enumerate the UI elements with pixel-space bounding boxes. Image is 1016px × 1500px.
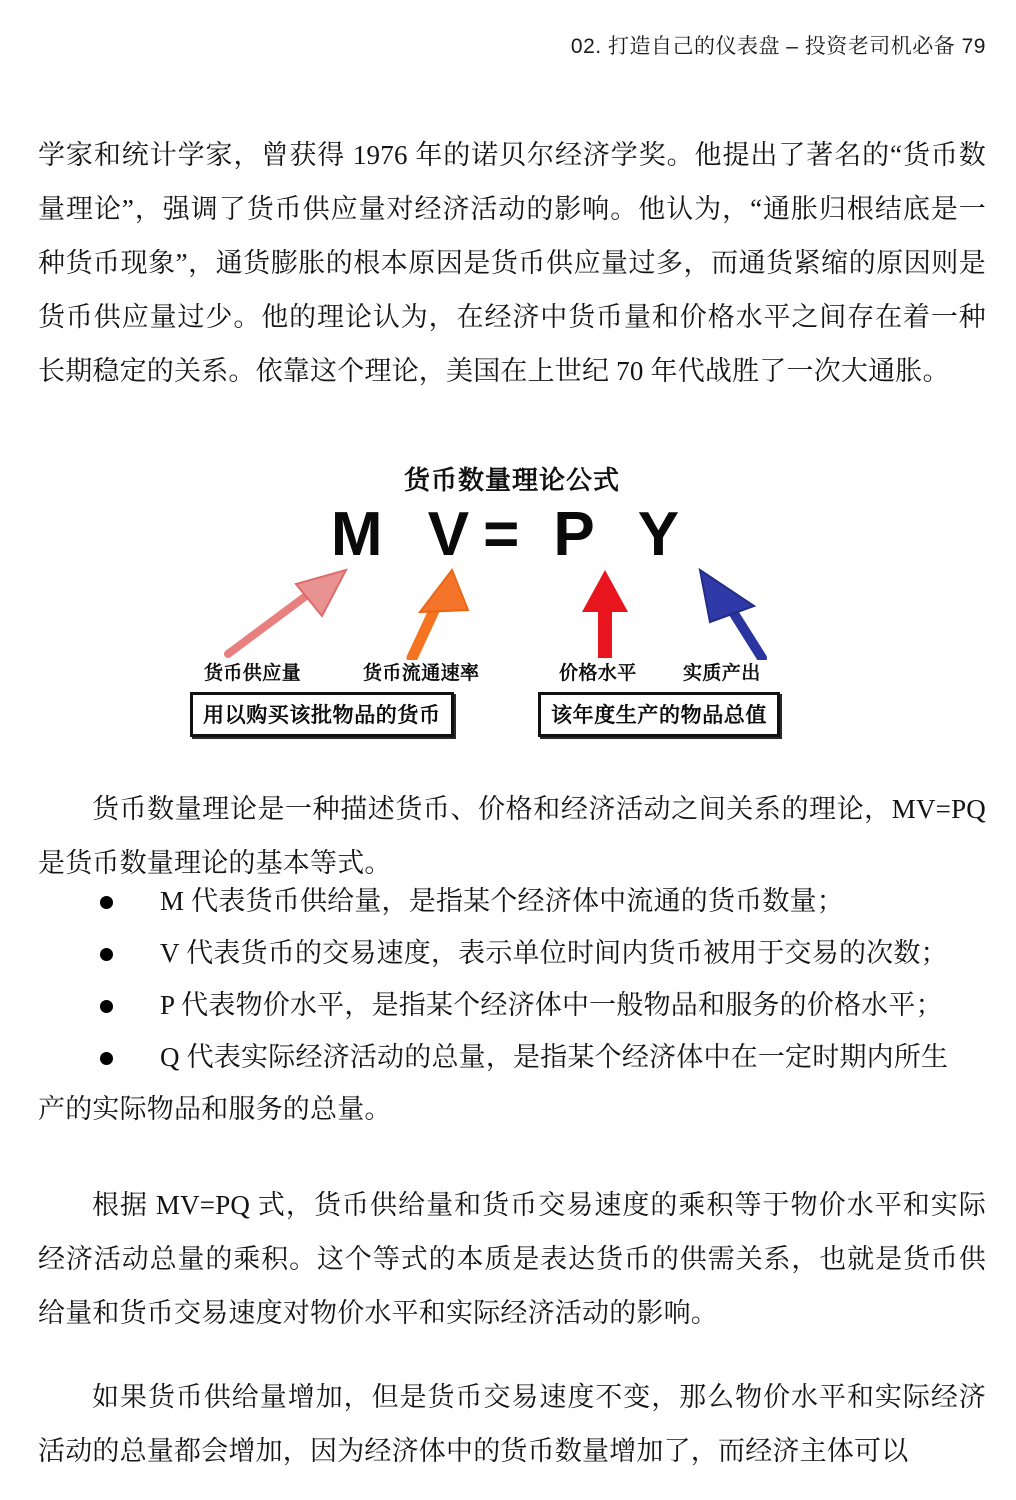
list-item [38, 875, 986, 927]
figure-arrow-labels [38, 658, 986, 688]
paragraph-2: 货币数量理论是一种描述货币、价格和经济活动之间关系的理论，MV=PQ 是货币数量理论的基本等式。 [38, 794, 986, 878]
body-paragraph-1-container [38, 128, 986, 398]
list-item-label: P 代表物价水平，是指某个经济体中一般物品和服务的价格水平； [160, 990, 943, 1020]
list-item [38, 979, 986, 1031]
money-supply-arrow-icon [218, 568, 358, 660]
caption-box-left: 用以购买该批物品的货币 [190, 692, 454, 737]
formula-figure [38, 440, 986, 760]
arrow-label-price-level: 价格水平 [559, 663, 637, 684]
list-item [38, 1031, 986, 1083]
list-item-continuation-label: 产的实际物品和服务的总量。 [38, 1094, 392, 1124]
figure-formula [38, 502, 986, 568]
velocity-arrow-icon [394, 568, 494, 660]
paragraph-3: 根据 MV=PQ 式，货币供给量和货币交易速度的乘积等于物价水平和实际经济活动总量的乘积。这个等式的本质是表达货币的供需关系，也就是货币供给量和货币交易速度对物价水平和实际经济活动的影响。 [38, 1190, 986, 1328]
bullet-dot-icon [100, 1052, 113, 1065]
price-level-arrow-icon [568, 568, 648, 660]
arrow-label-velocity: 货币流通速率 [363, 663, 480, 684]
body-paragraph-4-container [38, 1370, 986, 1478]
real-output-arrow-icon [678, 568, 788, 660]
figure-caption-boxes [38, 692, 986, 736]
bullet-dot-icon [100, 896, 113, 909]
arrow-label-real-output: 实质产出 [683, 663, 761, 684]
paragraph-1: 学家和统计学家，曾获得 1976 年的诺贝尔经济学奖。他提出了著名的“货币数量理论”，强调了货币供应量对经济活动的影响。他认为，“通胀归根结底是一种货币现象”，通货膨胀的根本原因是货币供应量过多，而通货紧缩的原因则是货币供应量过少。他的理论认为，在经济中货币量和价格水平之间存在着一种长期稳定的关系。依靠这个理论，美国在上世纪 70 年代战胜了一次大通胀。 [38, 140, 986, 386]
definition-bullet-list [38, 875, 986, 1135]
caption-box-right: 该年度生产的物品总值 [538, 692, 780, 737]
formula-equals-sign: = [483, 500, 554, 569]
bullet-dot-icon [100, 948, 113, 961]
list-item [38, 927, 986, 979]
body-paragraph-2-container [38, 782, 986, 890]
list-item-label: V 代表货币的交易速度，表示单位时间内货币被用于交易的次数； [160, 938, 948, 968]
figure-arrows [38, 568, 986, 660]
bullet-dot-icon [100, 1000, 113, 1013]
arrow-label-money-supply: 货币供应量 [204, 663, 302, 684]
list-item-label: M 代表货币供给量，是指某个经济体中流通的货币数量； [160, 886, 844, 916]
figure-title: 货币数量理论公式 [403, 465, 620, 495]
formula-right-term: P Y [553, 500, 694, 569]
body-paragraph-3-container [38, 1178, 986, 1340]
formula-left-term: M V [330, 500, 484, 569]
list-item-continuation [38, 1083, 986, 1135]
list-item-label: Q 代表实际经济活动的总量，是指某个经济体中在一定时期内所生 [160, 1042, 949, 1072]
running-header: 02. 打造自己的仪表盘 – 投资老司机必备 79 [570, 35, 986, 58]
paragraph-4: 如果货币供给量增加，但是货币交易速度不变，那么物价水平和实际经济活动的总量都会增加，因为经济体中的货币数量增加了，而经济主体可以 [38, 1382, 986, 1466]
